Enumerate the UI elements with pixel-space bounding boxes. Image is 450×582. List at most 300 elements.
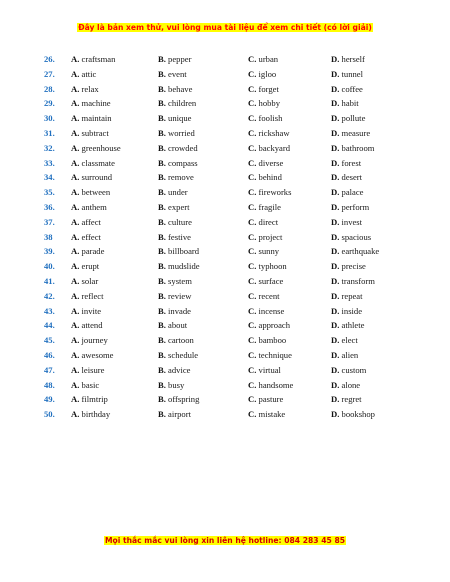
option-word: remove bbox=[168, 172, 194, 183]
option-letter: C. bbox=[248, 127, 257, 138]
option-letter: B. bbox=[158, 379, 166, 390]
option-word: spacious bbox=[341, 231, 372, 242]
question-number: 37. bbox=[44, 216, 55, 227]
option-letter: C. bbox=[248, 201, 257, 212]
option-word: recent bbox=[258, 290, 280, 301]
option-c bbox=[248, 84, 279, 94]
option-d bbox=[331, 232, 371, 242]
option-word: repeat bbox=[341, 290, 363, 301]
option-a bbox=[71, 202, 107, 212]
question-number: 48. bbox=[44, 379, 55, 390]
option-word: perform bbox=[341, 201, 370, 212]
option-word: surface bbox=[258, 275, 284, 286]
question-row bbox=[0, 158, 450, 173]
option-letter: C. bbox=[248, 172, 257, 183]
option-word: elect bbox=[341, 335, 358, 346]
option-d bbox=[331, 202, 369, 212]
option-word: earthquake bbox=[341, 246, 380, 257]
option-d bbox=[331, 320, 364, 330]
option-d bbox=[331, 350, 358, 360]
option-word: pollute bbox=[341, 113, 366, 124]
option-letter: C. bbox=[248, 275, 257, 286]
option-b bbox=[158, 276, 192, 286]
question-number: 28. bbox=[44, 83, 55, 94]
option-a bbox=[71, 246, 104, 256]
option-letter: A. bbox=[71, 83, 80, 94]
option-word: urban bbox=[258, 54, 279, 64]
option-letter: D. bbox=[331, 172, 340, 183]
option-word: airport bbox=[168, 409, 191, 420]
option-b bbox=[158, 320, 187, 330]
option-c bbox=[248, 409, 285, 419]
option-word: expert bbox=[168, 201, 190, 212]
hotline-notice-banner bbox=[0, 536, 450, 545]
option-word: leisure bbox=[81, 364, 105, 375]
option-word: filmtrip bbox=[81, 394, 108, 405]
question-number: 41. bbox=[44, 275, 55, 286]
option-word: typhoon bbox=[258, 261, 287, 272]
option-word: erupt bbox=[81, 261, 100, 272]
option-d bbox=[331, 113, 365, 123]
question-list bbox=[0, 54, 450, 424]
option-a bbox=[71, 143, 121, 153]
option-a bbox=[71, 291, 103, 301]
option-c bbox=[248, 335, 286, 345]
option-letter: D. bbox=[331, 349, 340, 360]
option-letter: C. bbox=[248, 68, 257, 79]
option-word: affect bbox=[81, 216, 101, 227]
option-word: classmate bbox=[81, 157, 115, 168]
option-c bbox=[248, 187, 291, 197]
option-letter: B. bbox=[158, 290, 166, 301]
option-d bbox=[331, 54, 365, 64]
question-number: 35. bbox=[44, 187, 55, 198]
question-row bbox=[0, 409, 450, 424]
option-letter: D. bbox=[331, 335, 340, 346]
option-letter: C. bbox=[248, 98, 257, 109]
option-b bbox=[158, 217, 192, 227]
option-word: effect bbox=[81, 231, 101, 242]
option-letter: A. bbox=[71, 379, 80, 390]
option-word: surround bbox=[81, 172, 113, 183]
option-letter: A. bbox=[71, 409, 80, 420]
option-word: mudslide bbox=[168, 261, 200, 272]
question-row bbox=[0, 335, 450, 350]
option-word: maintain bbox=[81, 113, 112, 124]
option-word: athlete bbox=[341, 320, 365, 331]
option-letter: A. bbox=[71, 320, 80, 331]
option-word: festive bbox=[168, 231, 191, 242]
option-letter: A. bbox=[71, 231, 80, 242]
option-word: habit bbox=[341, 98, 359, 109]
question-row bbox=[0, 84, 450, 99]
option-b bbox=[158, 306, 191, 316]
preview-notice-banner bbox=[0, 23, 450, 32]
option-d bbox=[331, 246, 379, 256]
option-word: bamboo bbox=[258, 335, 287, 346]
option-letter: A. bbox=[71, 335, 80, 346]
option-word: review bbox=[168, 290, 192, 301]
option-letter: A. bbox=[71, 290, 80, 301]
option-letter: B. bbox=[158, 157, 166, 168]
option-word: custom bbox=[341, 364, 367, 375]
option-d bbox=[331, 128, 370, 138]
option-letter: D. bbox=[331, 142, 340, 153]
option-word: virtual bbox=[258, 364, 281, 375]
option-letter: D. bbox=[331, 127, 340, 138]
option-word: compass bbox=[168, 157, 198, 168]
option-a bbox=[71, 350, 114, 360]
option-letter: D. bbox=[331, 246, 340, 257]
option-word: offspring bbox=[168, 394, 200, 405]
option-word: birthday bbox=[81, 409, 111, 420]
option-a bbox=[71, 128, 109, 138]
option-word: sunny bbox=[258, 246, 280, 257]
question-row bbox=[0, 54, 450, 69]
option-letter: D. bbox=[331, 394, 340, 405]
option-word: about bbox=[168, 320, 188, 331]
option-word: attend bbox=[81, 320, 103, 331]
option-a bbox=[71, 113, 112, 123]
option-a bbox=[71, 158, 115, 168]
option-b bbox=[158, 158, 198, 168]
option-letter: B. bbox=[158, 246, 166, 257]
option-word: machine bbox=[81, 98, 111, 109]
option-letter: B. bbox=[158, 201, 166, 212]
option-word: fragile bbox=[258, 201, 281, 212]
option-b bbox=[158, 69, 187, 79]
option-a bbox=[71, 217, 101, 227]
option-word: basic bbox=[81, 379, 100, 390]
question-number: 43. bbox=[44, 305, 55, 316]
option-letter: C. bbox=[248, 187, 257, 198]
question-number: 44. bbox=[44, 320, 55, 331]
option-a bbox=[71, 276, 98, 286]
question-number: 33. bbox=[44, 157, 55, 168]
option-word: invest bbox=[341, 216, 363, 227]
option-word: pasture bbox=[258, 394, 284, 405]
question-row bbox=[0, 98, 450, 113]
option-a bbox=[71, 232, 101, 242]
option-letter: D. bbox=[331, 201, 340, 212]
option-letter: A. bbox=[71, 68, 80, 79]
option-letter: C. bbox=[248, 231, 257, 242]
option-d bbox=[331, 409, 375, 419]
question-row bbox=[0, 232, 450, 247]
option-letter: C. bbox=[248, 142, 257, 153]
option-c bbox=[248, 232, 282, 242]
option-word: backyard bbox=[258, 142, 291, 153]
option-c bbox=[248, 98, 280, 108]
option-letter: A. bbox=[71, 201, 80, 212]
option-a bbox=[71, 380, 99, 390]
option-letter: D. bbox=[331, 320, 340, 331]
question-number: 45. bbox=[44, 335, 55, 346]
option-b bbox=[158, 365, 190, 375]
option-word: precise bbox=[341, 261, 366, 272]
hotline-notice-text: Mọi thắc mắc vui lòng xin liên hệ hotline: 084 283 45 85 bbox=[104, 536, 346, 545]
option-word: transform bbox=[341, 275, 375, 286]
option-word: awesome bbox=[81, 349, 114, 360]
option-letter: C. bbox=[248, 320, 257, 331]
question-row bbox=[0, 320, 450, 335]
option-d bbox=[331, 365, 366, 375]
option-c bbox=[248, 246, 279, 256]
option-word: technique bbox=[258, 349, 292, 360]
option-c bbox=[248, 143, 290, 153]
option-letter: C. bbox=[248, 83, 257, 94]
question-row bbox=[0, 187, 450, 202]
option-b bbox=[158, 143, 198, 153]
option-letter: D. bbox=[331, 261, 340, 272]
option-d bbox=[331, 217, 362, 227]
option-letter: A. bbox=[71, 113, 80, 124]
option-letter: B. bbox=[158, 261, 166, 272]
option-b bbox=[158, 113, 191, 123]
option-letter: B. bbox=[158, 320, 166, 331]
option-letter: C. bbox=[248, 379, 257, 390]
option-word: diverse bbox=[258, 157, 284, 168]
option-c bbox=[248, 276, 283, 286]
option-letter: C. bbox=[248, 113, 257, 124]
option-word: forget bbox=[258, 83, 279, 94]
option-word: event bbox=[168, 68, 187, 79]
option-letter: A. bbox=[71, 172, 80, 183]
option-letter: C. bbox=[248, 246, 257, 257]
question-row bbox=[0, 365, 450, 380]
option-word: anthem bbox=[81, 201, 107, 212]
option-letter: D. bbox=[331, 83, 340, 94]
option-c bbox=[248, 54, 278, 64]
option-c bbox=[248, 365, 281, 375]
option-word: billboard bbox=[168, 246, 200, 257]
option-word: journey bbox=[81, 335, 108, 346]
option-letter: D. bbox=[331, 231, 340, 242]
option-word: cartoon bbox=[168, 335, 194, 346]
option-word: alone bbox=[341, 379, 361, 390]
preview-notice-text: Đây là bản xem thử, vui lòng mua tài liệu để xem chi tiết (có lời giải) bbox=[78, 23, 372, 32]
option-letter: A. bbox=[71, 394, 80, 405]
question-row bbox=[0, 143, 450, 158]
question-row bbox=[0, 394, 450, 409]
question-number: 39. bbox=[44, 246, 55, 257]
option-word: schedule bbox=[168, 349, 199, 360]
question-row bbox=[0, 172, 450, 187]
option-letter: C. bbox=[248, 216, 257, 227]
question-row bbox=[0, 202, 450, 217]
option-letter: D. bbox=[331, 187, 340, 198]
option-letter: B. bbox=[158, 113, 166, 124]
option-word: greenhouse bbox=[81, 142, 121, 153]
option-c bbox=[248, 69, 276, 79]
option-letter: B. bbox=[158, 216, 166, 227]
option-c bbox=[248, 380, 293, 390]
option-d bbox=[331, 306, 362, 316]
option-b bbox=[158, 84, 192, 94]
option-word: mistake bbox=[258, 409, 286, 420]
option-a bbox=[71, 306, 101, 316]
option-b bbox=[158, 202, 190, 212]
option-letter: B. bbox=[158, 305, 166, 316]
option-letter: A. bbox=[71, 142, 80, 153]
option-a bbox=[71, 320, 103, 330]
option-a bbox=[71, 335, 108, 345]
question-row bbox=[0, 350, 450, 365]
option-letter: A. bbox=[71, 246, 80, 257]
option-word: worried bbox=[168, 127, 195, 138]
option-word: subtract bbox=[81, 127, 109, 138]
option-letter: A. bbox=[71, 364, 80, 375]
option-letter: B. bbox=[158, 142, 166, 153]
option-letter: A. bbox=[71, 98, 80, 109]
option-word: culture bbox=[168, 216, 192, 227]
option-word: fireworks bbox=[258, 187, 292, 198]
question-number: 30. bbox=[44, 113, 55, 124]
option-word: handsome bbox=[258, 379, 294, 390]
option-word: children bbox=[168, 98, 197, 109]
question-number: 46. bbox=[44, 349, 55, 360]
option-letter: D. bbox=[331, 98, 340, 109]
option-word: between bbox=[81, 187, 111, 198]
option-d bbox=[331, 84, 363, 94]
option-word: alien bbox=[341, 349, 359, 360]
option-a bbox=[71, 261, 99, 271]
option-a bbox=[71, 54, 115, 64]
option-word: palace bbox=[341, 187, 364, 198]
option-word: relax bbox=[81, 83, 99, 94]
option-word: crowded bbox=[168, 142, 198, 153]
option-word: system bbox=[168, 275, 192, 286]
option-d bbox=[331, 172, 362, 182]
option-letter: B. bbox=[158, 172, 166, 183]
question-number: 50. bbox=[44, 409, 55, 420]
option-letter: A. bbox=[71, 349, 80, 360]
question-row bbox=[0, 69, 450, 84]
option-d bbox=[331, 394, 362, 404]
option-word: desert bbox=[341, 172, 363, 183]
question-number: 47. bbox=[44, 364, 55, 375]
option-letter: B. bbox=[158, 364, 166, 375]
option-a bbox=[71, 172, 112, 182]
option-b bbox=[158, 172, 194, 182]
option-word: under bbox=[168, 187, 188, 198]
option-letter: C. bbox=[248, 54, 257, 64]
option-d bbox=[331, 158, 361, 168]
option-letter: A. bbox=[71, 127, 80, 138]
option-b bbox=[158, 98, 196, 108]
option-letter: D. bbox=[331, 305, 340, 316]
option-letter: C. bbox=[248, 364, 257, 375]
option-c bbox=[248, 350, 292, 360]
option-word: attic bbox=[81, 68, 97, 79]
option-word: reflect bbox=[81, 290, 104, 301]
option-letter: B. bbox=[158, 231, 166, 242]
option-letter: B. bbox=[158, 127, 166, 138]
option-a bbox=[71, 84, 99, 94]
option-c bbox=[248, 306, 284, 316]
option-letter: B. bbox=[158, 335, 166, 346]
option-word: forest bbox=[341, 157, 362, 168]
option-letter: A. bbox=[71, 275, 80, 286]
option-letter: B. bbox=[158, 54, 166, 64]
option-word: pepper bbox=[168, 54, 192, 64]
option-d bbox=[331, 261, 366, 271]
option-letter: D. bbox=[331, 157, 340, 168]
option-d bbox=[331, 69, 363, 79]
option-c bbox=[248, 217, 278, 227]
option-word: behave bbox=[168, 83, 193, 94]
option-word: inside bbox=[341, 305, 363, 316]
option-word: herself bbox=[341, 54, 365, 64]
option-letter: A. bbox=[71, 305, 80, 316]
option-word: incense bbox=[258, 305, 285, 316]
option-letter: B. bbox=[158, 409, 166, 420]
option-letter: C. bbox=[248, 394, 257, 405]
option-word: solar bbox=[81, 275, 99, 286]
option-b bbox=[158, 350, 198, 360]
option-word: igloo bbox=[258, 68, 277, 79]
question-number: 31. bbox=[44, 127, 55, 138]
option-word: foolish bbox=[258, 113, 283, 124]
question-row bbox=[0, 276, 450, 291]
option-letter: A. bbox=[71, 54, 80, 64]
option-letter: D. bbox=[331, 379, 340, 390]
option-a bbox=[71, 187, 110, 197]
question-row bbox=[0, 261, 450, 276]
option-d bbox=[331, 380, 360, 390]
option-word: regret bbox=[341, 394, 362, 405]
option-b bbox=[158, 54, 191, 64]
question-row bbox=[0, 291, 450, 306]
option-c bbox=[248, 320, 290, 330]
option-c bbox=[248, 172, 282, 182]
option-c bbox=[248, 113, 282, 123]
option-letter: A. bbox=[71, 216, 80, 227]
option-letter: D. bbox=[331, 113, 340, 124]
option-b bbox=[158, 409, 191, 419]
question-row bbox=[0, 306, 450, 321]
option-c bbox=[248, 202, 281, 212]
option-c bbox=[248, 291, 280, 301]
option-word: invade bbox=[168, 305, 191, 316]
option-word: bathroom bbox=[341, 142, 375, 153]
question-number: 34. bbox=[44, 172, 55, 183]
question-number: 26. bbox=[44, 54, 55, 64]
option-b bbox=[158, 128, 195, 138]
option-letter: B. bbox=[158, 394, 166, 405]
option-letter: B. bbox=[158, 68, 166, 79]
option-letter: D. bbox=[331, 364, 340, 375]
option-letter: A. bbox=[71, 157, 80, 168]
option-word: busy bbox=[168, 379, 185, 390]
option-word: approach bbox=[258, 320, 291, 331]
option-word: parade bbox=[81, 246, 105, 257]
option-letter: D. bbox=[331, 409, 340, 420]
option-word: tunnel bbox=[341, 68, 363, 79]
option-c bbox=[248, 394, 283, 404]
question-row bbox=[0, 246, 450, 261]
question-number: 40. bbox=[44, 261, 55, 272]
option-letter: D. bbox=[331, 216, 340, 227]
option-c bbox=[248, 261, 287, 271]
option-a bbox=[71, 69, 96, 79]
question-row bbox=[0, 128, 450, 143]
option-word: bookshop bbox=[341, 409, 375, 420]
option-letter: B. bbox=[158, 98, 166, 109]
question-row bbox=[0, 113, 450, 128]
option-letter: D. bbox=[331, 290, 340, 301]
option-b bbox=[158, 380, 184, 390]
